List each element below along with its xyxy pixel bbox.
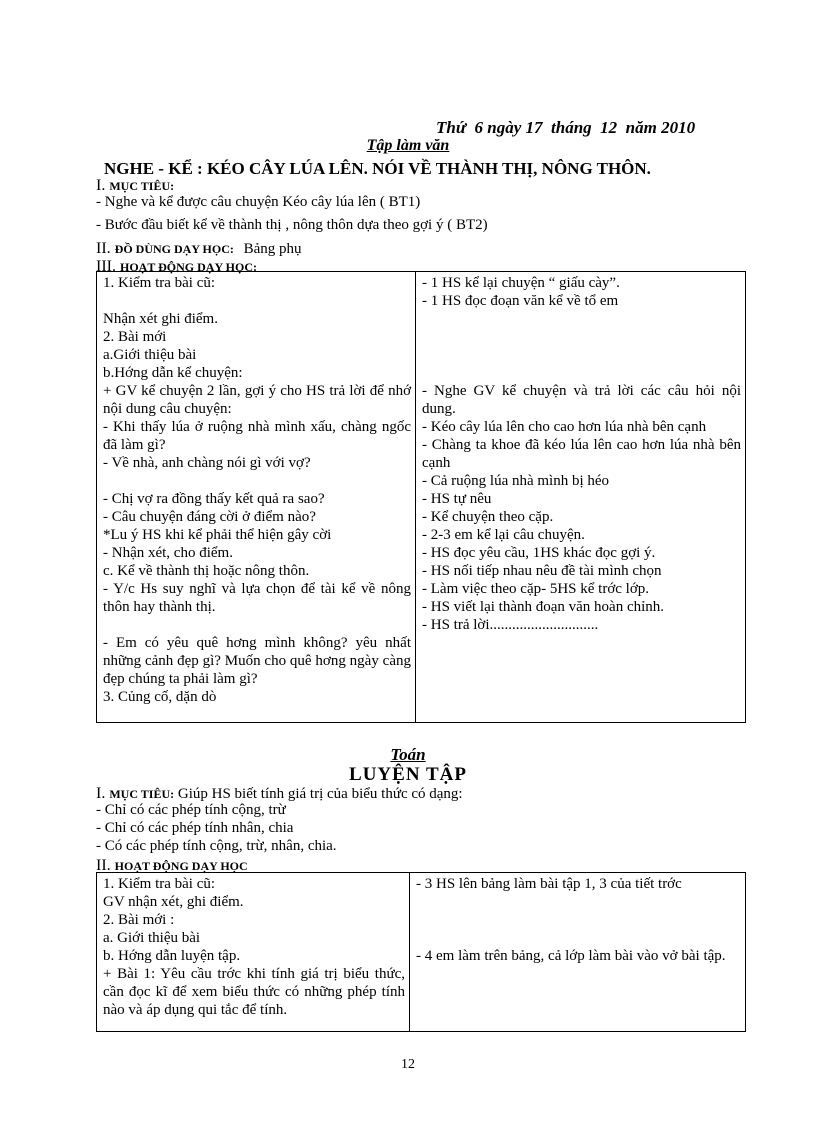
cell-line: - HS trả lời............................. [422, 617, 599, 633]
cell-line: - Nghe GV kể chuyện và trả lời các câu hỏi nội dung. [422, 383, 741, 417]
section-objectives-2 [96, 785, 463, 803]
cell-line: - Khi thấy lúa ở ruộng nhà mình xấu, chàng ngốc đã làm gì? [103, 419, 411, 453]
cell-line [103, 292, 411, 310]
cell-line: c. Kể về thành thị hoặc nông thôn. [103, 563, 310, 579]
objective-item: - Chỉ có các phép tính cộng, trừ [96, 802, 286, 818]
section-number: II. [96, 240, 111, 257]
cell-line: - Em có yêu quê hơng mình không? yêu nhất những cảnh đẹp gì? Muốn cho quê hơng ngày càng đẹp chúng ta phải làm gì? [103, 635, 411, 687]
cell-line: - 3 HS lên bảng làm bài tập 1, 3 của tiết trớc [416, 876, 682, 892]
cell-line [103, 472, 411, 490]
section-number: I. [96, 177, 106, 194]
cell-line: - Nhận xét, cho điểm. [103, 545, 233, 561]
student-column [410, 873, 746, 1032]
section-number: I. [96, 785, 106, 802]
lesson-title: NGHE - KỂ : KÉO CÂY LÚA LÊN. NÓI VỀ THÀNH THỊ, NÔNG THÔN. [104, 159, 651, 178]
section-heading: MỤC TIÊU: [109, 787, 175, 801]
activity-table-2 [96, 872, 746, 1032]
lesson-title-2: LUYỆN TẬP [349, 764, 467, 785]
cell-line: a.Giới thiệu bài [103, 347, 197, 363]
objective-item: - Có các phép tính cộng, trừ, nhân, chia. [96, 838, 337, 854]
cell-line: - HS đọc yêu cầu, 1HS khác đọc gợi ý. [422, 545, 656, 561]
cell-line: 2. Bài mới : [103, 912, 175, 928]
cell-line: - Chị vợ ra đồng thấy kết quả ra sao? [103, 491, 325, 507]
teacher-column [97, 873, 410, 1032]
cell-line: - Y/c Hs suy nghĩ và lựa chọn để tài kể về nông thôn hay thành thị. [103, 581, 411, 615]
cell-line: - Về nhà, anh chàng nói gì với vợ? [103, 455, 311, 471]
date-line: Thứ 6 ngày 17 tháng 12 năm 2010 [436, 118, 696, 137]
cell-line: + GV kể chuyện 2 lần, gợi ý cho HS trả lời để nhớ nội dung câu chuyện: [103, 383, 411, 417]
table-row [97, 272, 746, 723]
cell-line: 2. Bài mới [103, 329, 167, 345]
cell-line: - 4 em làm trên bảng, cả lớp làm bài vào vở bài tập. [416, 948, 726, 964]
cell-line [422, 328, 741, 346]
cell-line: - Câu chuyện đáng cời ở điểm nào? [103, 509, 316, 525]
cell-line: 1. Kiểm tra bài cũ: [103, 876, 216, 892]
cell-line: + Bài 1: Yêu cầu trớc khi tính giá trị biểu thức, cần đọc kĩ để xem biểu thức có những phép tính nào và áp dụng qui tắc để tính. [103, 966, 405, 1018]
cell-line: - 1 HS đọc đoạn văn kể về tổ em [422, 293, 619, 309]
section-heading: HOẠT ĐỘNG DẠY HỌC: [119, 260, 257, 274]
cell-line: 1. Kiểm tra bài cũ: [103, 275, 216, 291]
cell-line [422, 346, 741, 364]
activity-table-1 [96, 271, 746, 723]
cell-line: Nhận xét ghi điểm. [103, 311, 218, 327]
cell-line: - Làm việc theo cặp- 5HS kể trớc lớp. [422, 581, 650, 597]
cell-line [422, 310, 741, 328]
table-row [97, 873, 746, 1032]
materials-text: Bảng phụ [243, 241, 302, 257]
subject-heading-toan: Toán [390, 745, 426, 764]
subject-heading-tlv: Tập làm văn [366, 137, 450, 154]
cell-line: 3. Củng cố, dặn dò [103, 689, 217, 705]
cell-line: - HS tự nêu [422, 491, 492, 507]
cell-line [416, 893, 741, 911]
page-number: 12 [401, 1057, 415, 1072]
section-heading: ĐỒ DÙNG DẠY HỌC: [114, 242, 234, 256]
student-column [416, 272, 746, 723]
teacher-column [97, 272, 416, 723]
cell-line [416, 911, 741, 929]
cell-line: - 2-3 em kể lại câu chuyện. [422, 527, 585, 543]
cell-line: a. Giới thiệu bài [103, 930, 201, 946]
cell-line: - HS viết lại thành đoạn văn hoàn chỉnh. [422, 599, 665, 615]
section-objectives [96, 177, 174, 195]
cell-line: - Kể chuyện theo cặp. [422, 509, 554, 525]
cell-line: - Chàng ta khoe đã kéo lúa lên cao hơn lúa nhà bên cạnh [422, 437, 741, 471]
cell-line: *Lu ý HS khi kể phải thể hiện gây cời [103, 527, 332, 543]
cell-line: - Kéo cây lúa lên cho cao hơn lúa nhà bên cạnh [422, 419, 707, 435]
cell-line: - HS nối tiếp nhau nêu đề tài mình chọn [422, 563, 662, 579]
cell-line [103, 616, 411, 634]
objective-item: - Chỉ có các phép tính nhân, chia [96, 820, 294, 836]
section-heading: MỤC TIÊU: [109, 179, 175, 193]
section-heading: HOẠT ĐỘNG DẠY HỌC [114, 859, 248, 873]
objective-item: - Bước đầu biết kể về thành thị , nông thôn dựa theo gợi ý ( BT2) [96, 217, 488, 233]
objective-item: - Nghe và kể được câu chuyện Kéo cây lúa lên ( BT1) [96, 194, 421, 210]
cell-line [422, 364, 741, 382]
cell-line: GV nhận xét, ghi điểm. [103, 894, 244, 910]
cell-line [416, 929, 741, 947]
section-materials [96, 240, 302, 258]
cell-line: b. Hớng dẫn luyện tập. [103, 948, 241, 964]
cell-line: b.Hớng dẫn kể chuyện: [103, 365, 243, 381]
section-number: III. [96, 258, 116, 275]
cell-line: - Cả ruộng lúa nhà mình bị héo [422, 473, 610, 489]
objective-intro: Giúp HS biết tính giá trị của biểu thức có dạng: [177, 786, 463, 802]
section-number: II. [96, 857, 111, 874]
cell-line: - 1 HS kể lại chuyện “ giấu cày”. [422, 275, 620, 291]
